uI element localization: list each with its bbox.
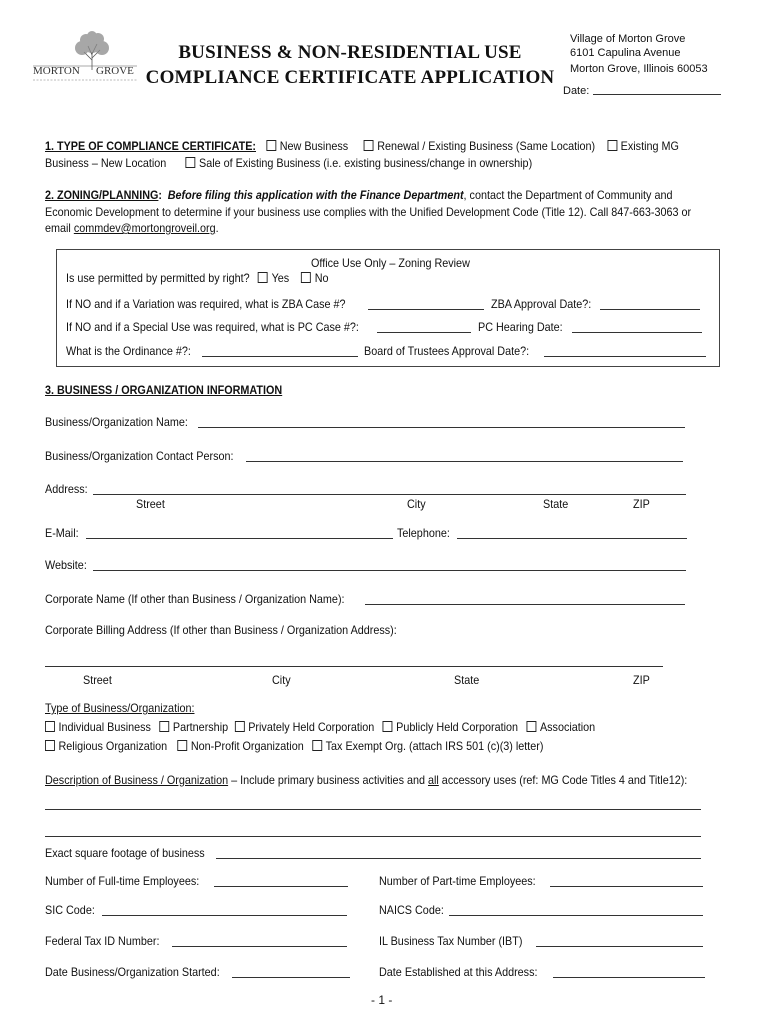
fulltime-employees-label: Number of Full-time Employees: (45, 874, 200, 888)
email-suffix: . (215, 221, 219, 235)
business-type-row2 (45, 739, 544, 753)
federal-tax-id-field[interactable] (172, 946, 347, 947)
section1-line2 (45, 156, 532, 170)
partnership-label: Partnership (172, 720, 229, 734)
section2-heading: 2. ZONING/PLANNING (45, 188, 159, 202)
office-use-title: Office Use Only – Zoning Review (311, 256, 470, 270)
individual-business-label: Individual Business (58, 720, 151, 734)
federal-tax-id-label: Federal Tax ID Number: (45, 934, 160, 948)
non-profit-label: Non-Profit Organization (190, 739, 304, 753)
pc-case-field[interactable] (377, 332, 471, 333)
business-name-field[interactable] (198, 427, 685, 428)
section2-line1 (45, 188, 672, 202)
telephone-field[interactable] (457, 538, 687, 539)
business-type-row1 (45, 720, 595, 734)
publicly-held-checkbox[interactable] (383, 721, 393, 732)
village-name: Village of Morton Grove (570, 33, 686, 45)
description-instruction (45, 773, 687, 787)
pc-hearing-label: PC Hearing Date: (478, 320, 563, 334)
email-prefix: email (45, 221, 74, 235)
business-type-heading: Type of Business/Organization: (45, 701, 195, 715)
section3-heading: 3. BUSINESS / ORGANIZATION INFORMATION (45, 383, 283, 397)
description-rest-2: accessory uses (ref: MG Code Titles 4 and Title12): (438, 773, 688, 787)
zba-approval-label: ZBA Approval Date?: (491, 297, 592, 311)
permitted-yes-label: Yes (271, 271, 290, 285)
business-name-label: Business/Organization Name: (45, 415, 188, 429)
ordinance-label: What is the Ordinance #?: (66, 344, 191, 358)
form-title-line2: COMPLIANCE CERTIFICATE APPLICATION (145, 67, 555, 88)
section2-instruction-bold: Before filing this application with the Finance Department (167, 188, 464, 202)
description-label: Description of Business / Organization (45, 773, 229, 787)
community-dev-email-link[interactable]: commdev@mortongroveil.org (73, 221, 216, 235)
section2-line2: Economic Development to determine if your business use complies with the Unified Development Code (Title 12). Call 847-663-3063 or (45, 205, 692, 219)
morton-grove-logo (30, 30, 140, 92)
sale-existing-label: Sale of Existing Business (i.e. existing business/change in ownership) (198, 156, 533, 170)
privately-held-label: Privately Held Corporation (248, 720, 375, 734)
sic-code-field[interactable] (102, 915, 347, 916)
description-rest-1: – Include primary business activities and (228, 773, 428, 787)
permitted-no-checkbox[interactable] (301, 272, 311, 283)
corporate-name-field[interactable] (365, 604, 685, 605)
contact-person-field[interactable] (246, 461, 683, 462)
email-label: E-Mail: (45, 526, 79, 540)
association-label: Association (539, 720, 596, 734)
billing-street-caption: Street (83, 673, 112, 687)
page-number: - 1 - (371, 993, 393, 1007)
renewal-checkbox[interactable] (364, 140, 374, 151)
permitted-question: Is use permitted by permitted by right? (66, 271, 250, 285)
partnership-checkbox[interactable] (159, 721, 169, 732)
description-all: all (427, 773, 439, 787)
form-title-line1: BUSINESS & NON-RESIDENTIAL USE (178, 42, 522, 63)
logo-text-right: GROVE (96, 65, 134, 77)
date-field[interactable] (593, 94, 721, 95)
contact-person-label: Business/Organization Contact Person: (45, 449, 234, 463)
existing-mg-label-cont: Business – New Location (45, 156, 167, 170)
billing-state-caption: State (454, 673, 480, 687)
association-checkbox[interactable] (526, 721, 536, 732)
office-q1 (66, 271, 329, 285)
religious-org-label: Religious Organization (58, 739, 168, 753)
sic-code-label: SIC Code: (45, 903, 95, 917)
pc-hearing-field[interactable] (572, 332, 702, 333)
permitted-yes-checkbox[interactable] (258, 272, 268, 283)
parttime-employees-label: Number of Part-time Employees: (379, 874, 536, 888)
section1-heading: 1. TYPE OF COMPLIANCE CERTIFICATE: (45, 139, 257, 153)
village-address-line1: 6101 Capulina Avenue (570, 47, 681, 59)
corporate-billing-label: Corporate Billing Address (If other than Business / Organization Address): (45, 623, 397, 637)
telephone-label: Telephone: (397, 526, 450, 540)
square-footage-label: Exact square footage of business (45, 846, 205, 860)
address-city-caption: City (407, 497, 426, 511)
new-business-label: New Business (279, 139, 349, 153)
zba-case-field[interactable] (368, 309, 484, 310)
pc-case-label: If NO and if a Special Use was required, what is PC Case #?: (66, 320, 359, 334)
trustees-approval-label: Board of Trustees Approval Date?: (364, 344, 530, 358)
website-label: Website: (45, 558, 87, 572)
address-label: Address: (45, 482, 88, 496)
il-tax-number-label: IL Business Tax Number (IBT) (379, 934, 523, 948)
non-profit-checkbox[interactable] (177, 740, 187, 751)
individual-business-checkbox[interactable] (45, 721, 55, 732)
publicly-held-label: Publicly Held Corporation (396, 720, 519, 734)
description-field-line2[interactable] (45, 836, 701, 837)
village-address-line2: Morton Grove, Illinois 60053 (570, 63, 708, 75)
section2-instruction-rest: , contact the Department of Community and (463, 188, 673, 202)
permitted-no-label: No (314, 271, 329, 285)
zba-approval-field[interactable] (600, 309, 700, 310)
existing-mg-label: Existing MG (620, 139, 679, 153)
address-zip-caption: ZIP (633, 497, 650, 511)
zba-case-label: If NO and if a Variation was required, what is ZBA Case #? (66, 297, 346, 311)
corporate-name-label: Corporate Name (If other than Business / Organization Name): (45, 592, 345, 606)
billing-zip-caption: ZIP (633, 673, 650, 687)
parttime-employees-field[interactable] (550, 886, 703, 887)
date-label: Date: (563, 85, 590, 97)
ordinance-field[interactable] (202, 356, 358, 357)
naics-code-label: NAICS Code: (379, 903, 444, 917)
il-tax-number-field[interactable] (536, 946, 703, 947)
religious-org-checkbox[interactable] (45, 740, 55, 751)
date-started-label: Date Business/Organization Started: (45, 965, 220, 979)
email-field[interactable] (86, 538, 393, 539)
naics-code-field[interactable] (449, 915, 703, 916)
fulltime-employees-field[interactable] (214, 886, 348, 887)
logo-text-left: MORTON (33, 65, 80, 77)
existing-mg-checkbox[interactable] (607, 140, 617, 151)
description-field-line1[interactable] (45, 809, 701, 810)
tax-exempt-label: Tax Exempt Org. (attach IRS 501 (c)(3) letter) (325, 739, 544, 753)
billing-city-caption: City (272, 673, 291, 687)
tax-exempt-checkbox[interactable] (312, 740, 322, 751)
new-business-checkbox[interactable] (266, 140, 276, 151)
address-field[interactable] (93, 494, 686, 495)
sale-existing-checkbox[interactable] (185, 157, 195, 168)
section2-line3 (45, 221, 219, 235)
website-field[interactable] (93, 570, 686, 571)
square-footage-field[interactable] (216, 858, 701, 859)
corporate-billing-field[interactable] (45, 666, 663, 667)
trustees-approval-field[interactable] (544, 356, 706, 357)
date-started-field[interactable] (232, 977, 350, 978)
privately-held-checkbox[interactable] (235, 721, 245, 732)
section2-colon: : (158, 188, 163, 202)
address-state-caption: State (543, 497, 569, 511)
address-street-caption: Street (136, 497, 165, 511)
section1-line1 (45, 139, 679, 153)
renewal-label: Renewal / Existing Business (Same Location) (377, 139, 596, 153)
date-established-label: Date Established at this Address: (379, 965, 538, 979)
date-established-field[interactable] (553, 977, 705, 978)
